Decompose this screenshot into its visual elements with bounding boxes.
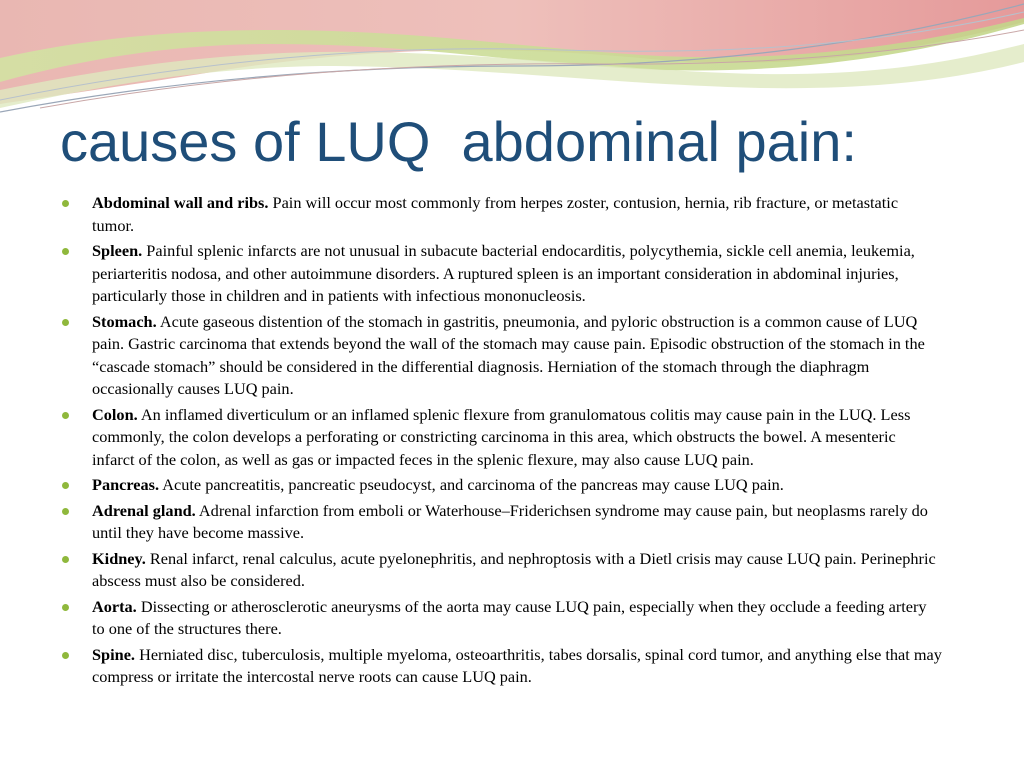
item-term: Adrenal gland. (92, 500, 196, 520)
list-item-pancreas (62, 474, 942, 497)
bullet-icon (62, 556, 69, 563)
list-item-spine (62, 644, 942, 689)
item-text: Adrenal infarction from emboli or Waterhouse–Friderichsen syndrome may cause pain, but neoplasms rarely do until they have become massive. (92, 500, 928, 542)
bullet-icon (62, 412, 69, 419)
item-text: Pain will occur most commonly from herpes zoster, contusion, hernia, rib fracture, or metastatic tumor. (92, 193, 899, 235)
item-text: Dissecting or atherosclerotic aneurysms of the aorta may cause LUQ pain, especially when they occlude a feeding artery to one of the structures there. (92, 596, 927, 638)
bullet-icon (62, 319, 69, 326)
item-term: Colon. (92, 404, 138, 424)
list-item-aorta (62, 596, 942, 641)
item-text: Renal infarct, renal calculus, acute pyelonephritis, and nephroptosis with a Dietl crisis may cause LUQ pain. Perinephric abscess must also be considered. (92, 548, 936, 590)
list-item-colon (62, 404, 942, 472)
item-term: Spleen. (92, 241, 143, 260)
slide-title: causes of LUQ abdominal pain: (60, 110, 857, 173)
item-text: Painful splenic infarcts are not unusual in subacute bacterial endocarditis, polycythemia, sickle cell anemia, leukemia, periarteritis nodosa, and other autoimmune disorders. A ruptured spleen is an important consideration in abdominal injuries, particularly those in children and in patients with infectious mononucleosis. (92, 241, 915, 305)
item-text: Herniated disc, tuberculosis, multiple myeloma, osteoarthritis, tabes dorsalis, spinal cord tumor, and anything else that may compress or irritate the intercostal nerve roots can cause LUQ pain. (92, 644, 942, 686)
bullet-icon (62, 248, 69, 255)
item-term: Stomach. (92, 311, 157, 331)
bullet-icon (62, 604, 69, 611)
list-item-adrenal-gland (62, 500, 942, 545)
causes-list (62, 192, 942, 692)
item-term: Abdominal wall and ribs. (92, 193, 269, 212)
item-text: An inflamed diverticulum or an inflamed splenic flexure from granulomatous colitis may cause pain in the LUQ. Less commonly, the colon develops a perforating or constricting carcinoma in this area, which obstructs the bowel. A mesenteric infarct of the colon, as well as gas or impacted feces in the splenic flexure, may also cause LUQ pain. (92, 404, 911, 469)
item-term: Aorta. (92, 596, 137, 616)
bullet-icon (62, 482, 69, 489)
list-item-kidney (62, 548, 942, 593)
item-term: Pancreas. (92, 475, 160, 494)
bullet-icon (62, 652, 69, 659)
bullet-icon (62, 200, 69, 207)
item-term: Kidney. (92, 548, 146, 568)
item-text: Acute gaseous distention of the stomach in gastritis, pneumonia, and pyloric obstruction is a common cause of LUQ pain. Gastric carcinoma that extends beyond the wall of the stomach may cause pain. Episodic obstruction of the stomach in the “cascade stomach” should be considered in the differential diagnosis. Herniation of the stomach through the diaphragm occasionally causes LUQ pain. (92, 311, 925, 398)
list-item-abdominal-wall (62, 192, 942, 237)
list-item-spleen (62, 240, 942, 308)
list-item-stomach (62, 311, 942, 401)
item-text: Acute pancreatitis, pancreatic pseudocyst, and carcinoma of the pancreas may cause LUQ pain. (162, 475, 784, 494)
bullet-icon (62, 508, 69, 515)
item-term: Spine. (92, 644, 135, 664)
